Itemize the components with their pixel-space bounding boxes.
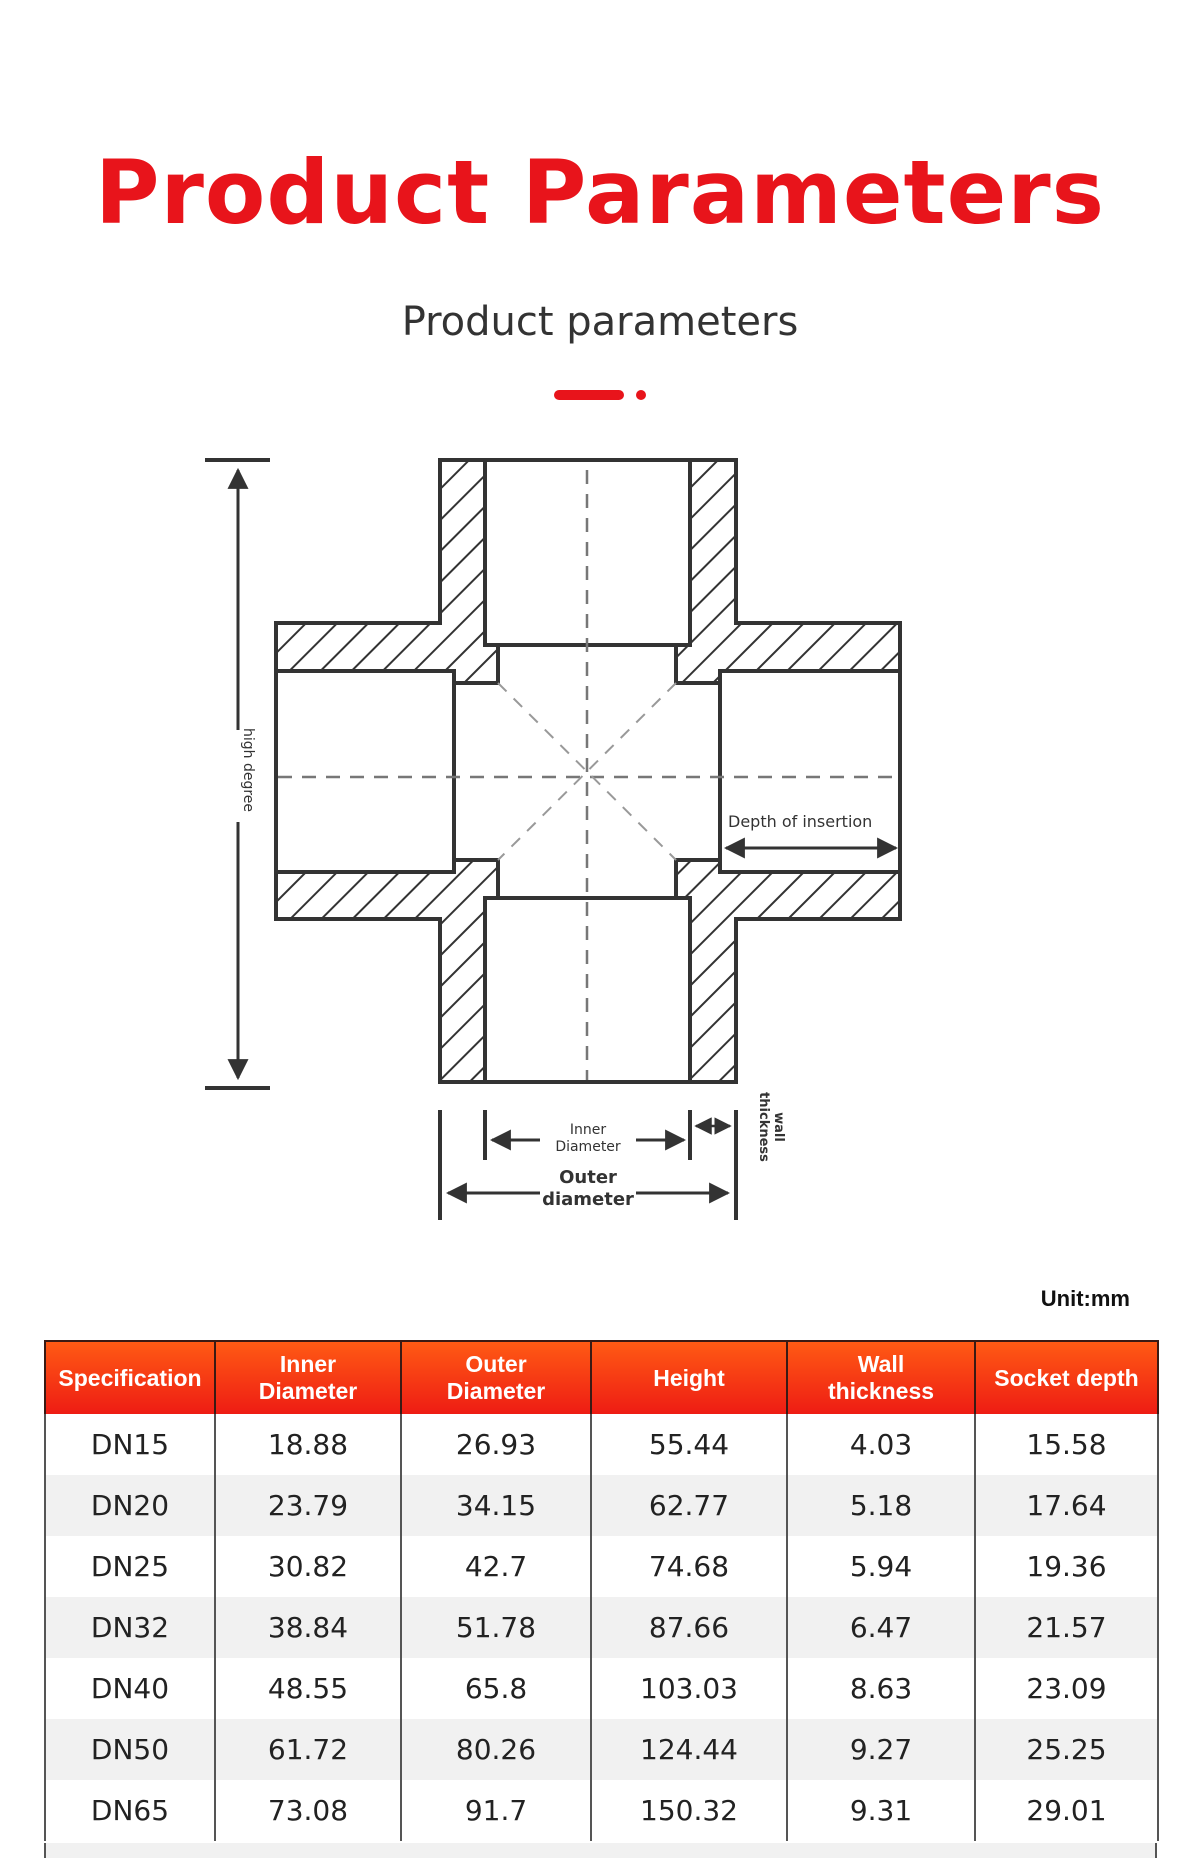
cell-spec: DN32 (45, 1597, 215, 1658)
cell-outer-diameter: 34.15 (401, 1475, 591, 1536)
cell-socket-depth: 25.25 (975, 1719, 1158, 1780)
table-row (45, 1414, 1158, 1475)
cell-spec: DN40 (45, 1658, 215, 1719)
wall-thickness-label (756, 1084, 786, 1170)
unit-label: Unit:mm (1040, 1286, 1130, 1311)
divider-dot (636, 390, 646, 400)
wall-thickness-line2: thickness (756, 1092, 771, 1162)
outer-diameter-label (540, 1167, 636, 1211)
header-socket-depth: Socket depth (975, 1341, 1158, 1414)
cell-wall-thickness: 4.03 (787, 1414, 975, 1475)
cell-outer-diameter: 51.78 (401, 1597, 591, 1658)
cell-height: 55.44 (591, 1414, 787, 1475)
cell-spec: DN15 (45, 1414, 215, 1475)
cell-inner-diameter: 48.55 (215, 1658, 401, 1719)
table-row (45, 1719, 1158, 1780)
cell-wall-thickness: 8.63 (787, 1658, 975, 1719)
table-row (45, 1658, 1158, 1719)
table-continuation (44, 1843, 1157, 1858)
cell-socket-depth: 23.09 (975, 1658, 1158, 1719)
cell-inner-diameter: 30.82 (215, 1536, 401, 1597)
depth-of-insertion-label: Depth of insertion (728, 812, 873, 831)
cell-wall-thickness: 9.27 (787, 1719, 975, 1780)
cross-fitting-diagram (0, 430, 1200, 1250)
cell-outer-diameter: 42.7 (401, 1536, 591, 1597)
cell-inner-diameter: 23.79 (215, 1475, 401, 1536)
header-height: Height (591, 1341, 787, 1414)
cell-inner-diameter: 18.88 (215, 1414, 401, 1475)
cell-height: 62.77 (591, 1475, 787, 1536)
cell-outer-diameter: 65.8 (401, 1658, 591, 1719)
table-row (45, 1597, 1158, 1658)
table-header-row (45, 1341, 1158, 1414)
cell-inner-diameter: 73.08 (215, 1780, 401, 1841)
cell-outer-diameter: 26.93 (401, 1414, 591, 1475)
header-inner-diameter: Inner Diameter (215, 1341, 401, 1414)
cell-height: 124.44 (591, 1719, 787, 1780)
cell-height: 87.66 (591, 1597, 787, 1658)
inner-diameter-line2: Diameter (555, 1139, 621, 1155)
cell-outer-diameter: 91.7 (401, 1780, 591, 1841)
cell-wall-thickness: 5.18 (787, 1475, 975, 1536)
wall-thickness-line1: wall (771, 1112, 786, 1142)
parameters-table (44, 1340, 1159, 1841)
cell-socket-depth: 21.57 (975, 1597, 1158, 1658)
header-outer-diameter: Outer Diameter (401, 1341, 591, 1414)
cell-wall-thickness: 5.94 (787, 1536, 975, 1597)
inner-diameter-label (540, 1122, 636, 1156)
table-row (45, 1536, 1158, 1597)
cell-inner-diameter: 61.72 (215, 1719, 401, 1780)
cell-socket-depth: 15.58 (975, 1414, 1158, 1475)
cell-wall-thickness: 9.31 (787, 1780, 975, 1841)
divider-bar (554, 390, 624, 400)
cell-height: 150.32 (591, 1780, 787, 1841)
cell-spec: DN25 (45, 1536, 215, 1597)
page-title: Product Parameters (94, 141, 1106, 244)
cell-spec: DN50 (45, 1719, 215, 1780)
table-row (45, 1475, 1158, 1536)
cell-socket-depth: 17.64 (975, 1475, 1158, 1536)
cell-spec: DN20 (45, 1475, 215, 1536)
section-subtitle: Product parameters (401, 299, 799, 345)
title-divider (554, 388, 654, 402)
header-specification: Specification (45, 1341, 215, 1414)
outer-diameter-line2: diameter (542, 1189, 634, 1210)
header-wall-thickness: Wall thickness (787, 1341, 975, 1414)
cell-wall-thickness: 6.47 (787, 1597, 975, 1658)
cell-outer-diameter: 80.26 (401, 1719, 591, 1780)
cell-socket-depth: 19.36 (975, 1536, 1158, 1597)
cell-height: 74.68 (591, 1536, 787, 1597)
inner-diameter-line1: Inner (569, 1122, 607, 1138)
table-row (45, 1780, 1158, 1841)
cell-height: 103.03 (591, 1658, 787, 1719)
cell-spec: DN65 (45, 1780, 215, 1841)
cell-inner-diameter: 38.84 (215, 1597, 401, 1658)
high-degree-label: high degree (240, 727, 256, 813)
outer-diameter-line1: Outer (559, 1167, 617, 1188)
cell-socket-depth: 29.01 (975, 1780, 1158, 1841)
